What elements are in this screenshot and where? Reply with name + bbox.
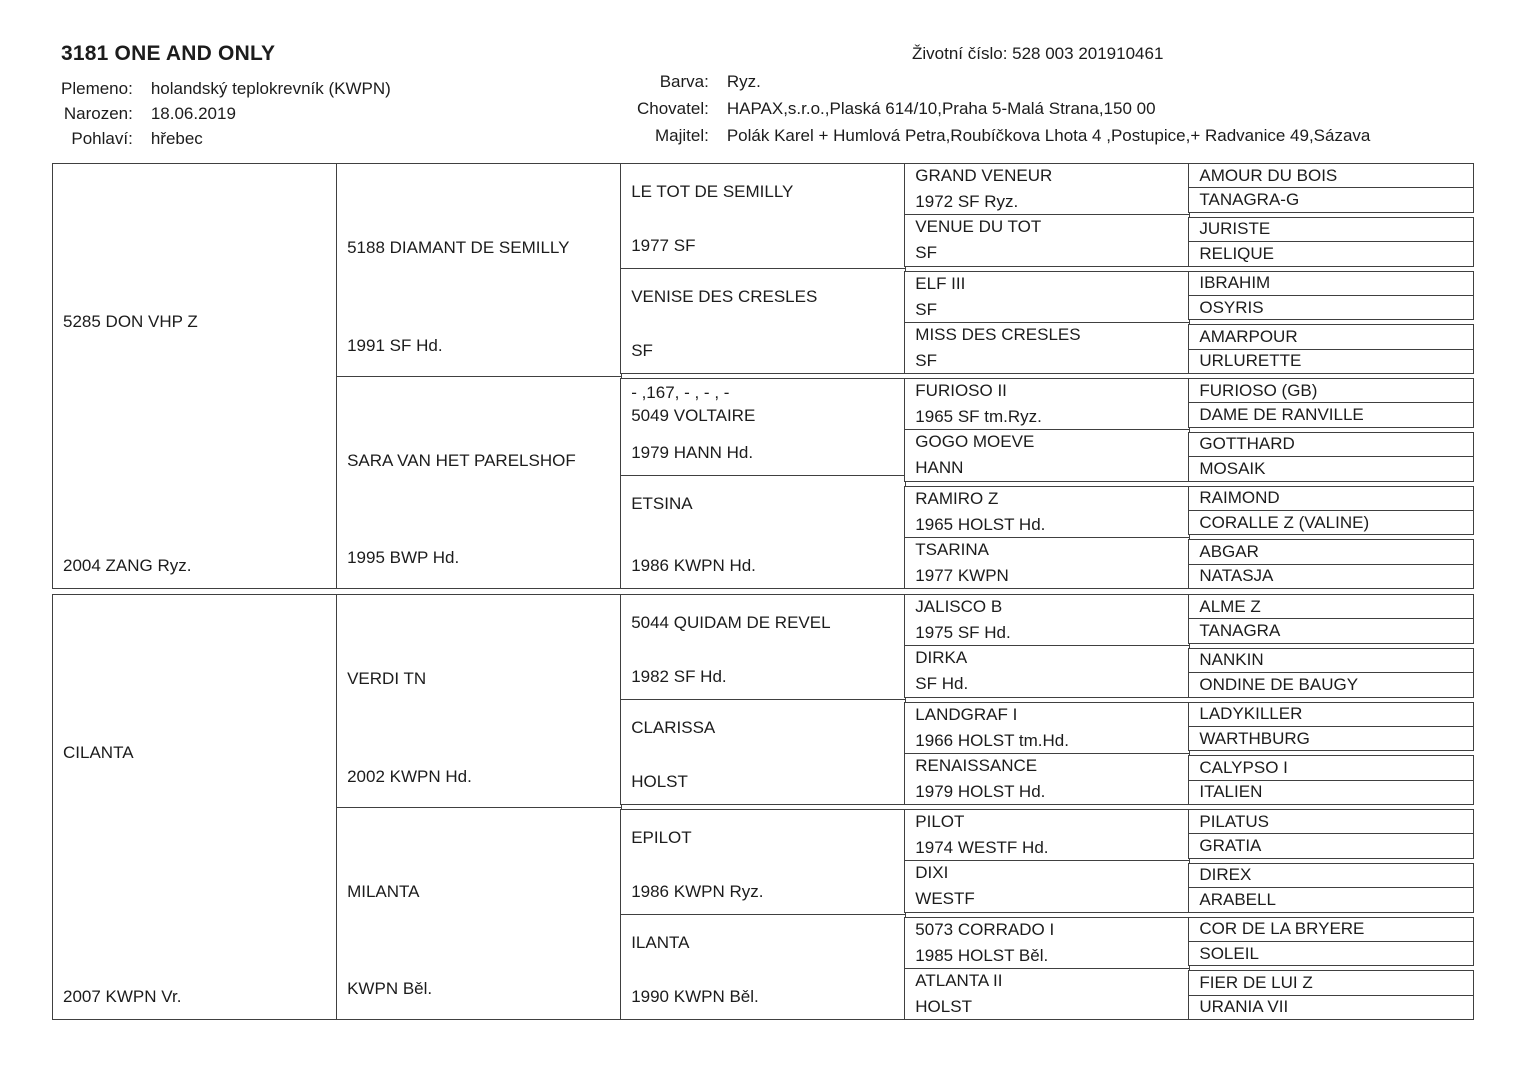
- pedigree-cell: [621, 475, 905, 588]
- born-value: 18.06.2019: [150, 104, 236, 123]
- pedigree-group: [1188, 917, 1474, 967]
- horse-name: TANAGRA: [1199, 621, 1281, 641]
- horse-name: URLURETTE: [1199, 351, 1302, 371]
- horse-name: FURIOSO (GB): [1199, 380, 1318, 400]
- pedigree-cell: [1189, 241, 1473, 265]
- horse-info: 1977 KWPN: [915, 565, 1009, 585]
- pedigree-group: [336, 594, 622, 1020]
- horse-name: RAMIRO Z: [915, 488, 999, 508]
- horse-name: URANIA VII: [1199, 997, 1289, 1017]
- pedigree-cell: [1189, 595, 1473, 618]
- horse-info: 1979 HOLST Hd.: [915, 781, 1046, 801]
- pedigree-cell: [905, 595, 1189, 645]
- horse-name: CORALLE Z (VALINE): [1199, 512, 1370, 532]
- pedigree-cell: [1189, 618, 1473, 642]
- pedigree-group: [904, 594, 1190, 698]
- horse-info: 1982 SF Hd.: [631, 667, 727, 686]
- pedigree-cell: [905, 272, 1189, 322]
- horse-name: RELIQUE: [1199, 243, 1275, 263]
- horse-name: DIREX: [1199, 865, 1252, 885]
- horse-name: 5049 VOLTAIRE: [631, 406, 756, 425]
- document-title: 3181 ONE AND ONLY: [61, 42, 276, 65]
- pedigree-cell: [1189, 833, 1473, 857]
- horse-name: JALISCO B: [915, 597, 1003, 617]
- horse-name: CILANTA: [63, 743, 134, 762]
- header-fields-left: [61, 79, 391, 154]
- pedigree-group: [1188, 702, 1474, 752]
- generation-5-column: [1188, 594, 1474, 1020]
- horse-name: ABGAR: [1199, 541, 1259, 561]
- pedigree-group: [1188, 755, 1474, 805]
- born-label: Narozen:: [63, 104, 133, 123]
- horse-name: LE TOT DE SEMILLY: [631, 182, 794, 201]
- pedigree-group: [1188, 163, 1474, 213]
- generation-3-column: [620, 594, 906, 1020]
- generation-4-column: [904, 163, 1190, 589]
- horse-name: GRAND VENEUR: [915, 166, 1053, 186]
- pedigree-cell: [1189, 187, 1473, 211]
- pedigree-cell: [905, 918, 1189, 968]
- horse-name: JURISTE: [1199, 219, 1271, 239]
- pedigree-table: [52, 163, 1474, 1020]
- pedigree-cell: [1189, 164, 1473, 187]
- pedigree-cell: [1189, 995, 1473, 1019]
- horse-info: 1990 KWPN Běl.: [631, 987, 759, 1006]
- horse-info: 1965 SF tm.Ryz.: [915, 407, 1042, 427]
- horse-info: 1991 SF Hd.: [347, 335, 443, 355]
- pedigree-cell: [53, 164, 337, 588]
- horse-info: 2002 KWPN Hd.: [347, 766, 472, 786]
- generation-2-column: [336, 163, 622, 589]
- horse-name: FIER DE LUI Z: [1199, 972, 1313, 992]
- pedigree-half-dam: [52, 594, 1474, 1020]
- pedigree-group: [904, 486, 1190, 590]
- horse-name: COR DE LA BRYERE: [1199, 919, 1365, 939]
- pedigree-group: [1188, 648, 1474, 698]
- pedigree-cell: [621, 595, 905, 699]
- pedigree-cell: [905, 214, 1189, 265]
- performance-line: - ,167, - , - , -: [631, 383, 730, 402]
- pedigree-cell: [1189, 564, 1473, 588]
- horse-name: VENUE DU TOT: [915, 217, 1042, 237]
- pedigree-group: [1188, 432, 1474, 482]
- horse-name: ILANTA: [631, 933, 690, 952]
- pedigree-cell: [1189, 703, 1473, 726]
- horse-info: SF: [915, 243, 938, 263]
- pedigree-cell: [1189, 726, 1473, 750]
- pedigree-cell: [905, 487, 1189, 537]
- horse-info: HOLST: [631, 772, 688, 791]
- pedigree-group: [904, 702, 1190, 806]
- horse-name: GOGO MOEVE: [915, 432, 1035, 452]
- horse-info: 2004 ZANG Ryz.: [63, 556, 192, 575]
- horse-name: TSARINA: [915, 539, 989, 559]
- pedigree-group: [904, 917, 1190, 1021]
- horse-info: 2007 KWPN Vr.: [63, 987, 182, 1006]
- horse-name: GRATIA: [1199, 836, 1262, 856]
- horse-info: 1972 SF Ryz.: [915, 192, 1019, 212]
- horse-info: 1965 HOLST Hd.: [915, 514, 1046, 534]
- horse-name: 5073 CORRADO I: [915, 919, 1055, 939]
- horse-name: CALYPSO I: [1199, 757, 1288, 777]
- horse-name: DIXI: [915, 863, 949, 883]
- horse-name: ATLANTA II: [915, 970, 1003, 990]
- pedigree-cell: [905, 429, 1189, 480]
- horse-name: MISS DES CRESLES: [915, 324, 1081, 344]
- pedigree-cell: [905, 379, 1189, 429]
- horse-name: DIRKA: [915, 648, 968, 668]
- owner-value: Polák Karel + Humlová Petra,Roubíčkova Lhota 4 ,Postupice,+ Radvanice 49,Sázava: [726, 126, 1371, 145]
- horse-name: LANDGRAF I: [915, 704, 1018, 724]
- horse-info: 1985 HOLST Běl.: [915, 945, 1049, 965]
- pedigree-group: [904, 809, 1190, 913]
- horse-info: 1977 SF: [631, 236, 696, 255]
- horse-info: 1986 KWPN Hd.: [631, 556, 756, 575]
- pedigree-group: [904, 163, 1190, 267]
- pedigree-cell: [1189, 272, 1473, 295]
- horse-name: ONDINE DE BAUGY: [1199, 674, 1359, 694]
- pedigree-cell: [621, 810, 905, 914]
- pedigree-cell: [1189, 456, 1473, 480]
- pedigree-group: [620, 809, 906, 1020]
- generation-5-column: [1188, 163, 1474, 589]
- breed-value: holandský teplokrevník (KWPN): [150, 79, 391, 98]
- color-label: Barva:: [659, 72, 709, 91]
- pedigree-cell: [1189, 218, 1473, 241]
- horse-info: 1986 KWPN Ryz.: [631, 882, 764, 901]
- generation-2-column: [336, 594, 622, 1020]
- pedigree-group: [1188, 324, 1474, 374]
- pedigree-cell: [621, 379, 905, 475]
- horse-name: ALME Z: [1199, 596, 1261, 616]
- pedigree-cell: [905, 810, 1189, 860]
- horse-name: 5285 DON VHP Z: [63, 312, 198, 331]
- horse-info: 1975 SF Hd.: [915, 623, 1011, 643]
- generation-4-column: [904, 594, 1190, 1020]
- pedigree-group: [52, 594, 338, 1020]
- horse-name: PILOT: [915, 812, 965, 832]
- sex-label: Pohlaví:: [71, 129, 133, 148]
- horse-info: HOLST: [915, 996, 972, 1016]
- horse-info: SF: [915, 299, 938, 319]
- pedigree-cell: [1189, 325, 1473, 348]
- horse-name: NATASJA: [1199, 566, 1274, 586]
- pedigree-cell: [1189, 672, 1473, 696]
- pedigree-cell: [1189, 649, 1473, 672]
- pedigree-group: [1188, 378, 1474, 428]
- pedigree-group: [1188, 863, 1474, 913]
- pedigree-cell: [621, 164, 905, 268]
- horse-name: OSYRIS: [1199, 297, 1264, 317]
- horse-name: 5188 DIAMANT DE SEMILLY: [347, 238, 570, 257]
- horse-name: TANAGRA-G: [1199, 190, 1300, 210]
- pedigree-cell: [1189, 295, 1473, 319]
- owner-label: Majitel:: [654, 126, 709, 145]
- pedigree-group: [336, 163, 622, 589]
- pedigree-cell: [337, 164, 621, 376]
- pedigree-cell: [1189, 756, 1473, 779]
- pedigree-cell: [1189, 887, 1473, 911]
- generation-1-column: [52, 594, 338, 1020]
- pedigree-cell: [337, 376, 621, 589]
- horse-name: NANKIN: [1199, 650, 1264, 670]
- pedigree-group: [620, 594, 906, 805]
- horse-name: WARTHBURG: [1199, 728, 1310, 748]
- pedigree-cell: [905, 164, 1189, 214]
- pedigree-group: [1188, 217, 1474, 267]
- horse-name: MOSAIK: [1199, 458, 1266, 478]
- pedigree-cell: [905, 860, 1189, 911]
- pedigree-cell: [905, 753, 1189, 804]
- sex-value: hřebec: [150, 129, 203, 148]
- horse-name: AMOUR DU BOIS: [1199, 165, 1338, 185]
- pedigree-cell: [1189, 510, 1473, 534]
- pedigree-group: [52, 163, 338, 589]
- life-number: Životní číslo: 528 003 201910461: [912, 44, 1164, 63]
- horse-name: IBRAHIM: [1199, 273, 1271, 293]
- pedigree-group: [904, 378, 1190, 482]
- generation-1-column: [52, 163, 338, 589]
- horse-name: EPILOT: [631, 828, 692, 847]
- pedigree-group: [620, 378, 906, 589]
- horse-name: SARA VAN HET PARELSHOF: [347, 450, 576, 470]
- pedigree-cell: [1189, 941, 1473, 965]
- horse-name: FURIOSO II: [915, 381, 1007, 401]
- horse-info: 1979 HANN Hd.: [631, 443, 754, 462]
- pedigree-cell: [1189, 864, 1473, 887]
- pedigree-cell: [1189, 349, 1473, 373]
- pedigree-cell: [905, 537, 1189, 588]
- horse-name: VENISE DES CRESLES: [631, 287, 818, 306]
- pedigree-cell: [337, 595, 621, 807]
- pedigree-group: [1188, 970, 1474, 1020]
- horse-name: 5044 QUIDAM DE REVEL: [631, 613, 831, 632]
- pedigree-cell: [1189, 540, 1473, 563]
- horse-name: RENAISSANCE: [915, 755, 1038, 775]
- breeder-value: HAPAX,s.r.o.,Plaská 614/10,Praha 5-Malá Strana,150 00: [726, 99, 1156, 118]
- breed-label: Plemeno:: [61, 79, 133, 98]
- horse-name: GOTTHARD: [1199, 434, 1295, 454]
- horse-name: ARABELL: [1199, 889, 1276, 909]
- pedigree-half-sire: [52, 163, 1474, 589]
- pedigree-group: [620, 163, 906, 374]
- pedigree-cell: [1189, 487, 1473, 510]
- horse-name: ELF III: [915, 273, 966, 293]
- pedigree-cell: [1189, 780, 1473, 804]
- pedigree-cell: [337, 807, 621, 1020]
- horse-name: ETSINA: [631, 494, 693, 513]
- horse-info: SF Hd.: [915, 674, 969, 694]
- horse-name: AMARPOUR: [1199, 326, 1298, 346]
- pedigree-group: [1188, 594, 1474, 644]
- pedigree-cell: [1189, 402, 1473, 426]
- horse-info: KWPN Běl.: [347, 979, 433, 998]
- generation-3-column: [620, 163, 906, 589]
- pedigree-cell: [53, 595, 337, 1019]
- pedigree-cell: [621, 914, 905, 1019]
- horse-name: CLARISSA: [631, 718, 716, 737]
- color-value: Ryz.: [726, 72, 761, 91]
- pedigree-cell: [1189, 379, 1473, 402]
- pedigree-cell: [905, 645, 1189, 696]
- horse-name: SOLEIL: [1199, 943, 1259, 963]
- pedigree-cell: [905, 703, 1189, 753]
- horse-name: MILANTA: [347, 881, 420, 901]
- pedigree-group: [1188, 539, 1474, 589]
- horse-name: ITALIEN: [1199, 782, 1263, 802]
- breeder-label: Chovatel:: [637, 99, 709, 118]
- pedigree-cell: [1189, 971, 1473, 994]
- pedigree-cell: [621, 699, 905, 804]
- horse-info: SF: [915, 350, 938, 370]
- pedigree-group: [904, 271, 1190, 375]
- pedigree-cell: [1189, 810, 1473, 833]
- horse-info: 1966 HOLST tm.Hd.: [915, 730, 1069, 750]
- pedigree-cell: [905, 322, 1189, 373]
- pedigree-cell: [1189, 918, 1473, 941]
- horse-name: VERDI TN: [347, 669, 427, 688]
- pedigree-cell: [905, 968, 1189, 1019]
- pedigree-group: [1188, 486, 1474, 536]
- pedigree-cell: [1189, 433, 1473, 456]
- pedigree-group: [1188, 809, 1474, 859]
- pedigree-cell: [621, 268, 905, 373]
- horse-name: PILATUS: [1199, 811, 1269, 831]
- horse-info: 1974 WESTF Hd.: [915, 838, 1049, 858]
- horse-name: LADYKILLER: [1199, 704, 1303, 724]
- horse-info: WESTF: [915, 889, 975, 909]
- horse-info: HANN: [915, 458, 964, 478]
- horse-name: DAME DE RANVILLE: [1199, 405, 1364, 425]
- horse-name: RAIMOND: [1199, 488, 1280, 508]
- horse-info: 1995 BWP Hd.: [347, 548, 460, 567]
- horse-info: SF: [631, 341, 653, 360]
- header-fields-right: [637, 72, 1370, 153]
- pedigree-group: [1188, 271, 1474, 321]
